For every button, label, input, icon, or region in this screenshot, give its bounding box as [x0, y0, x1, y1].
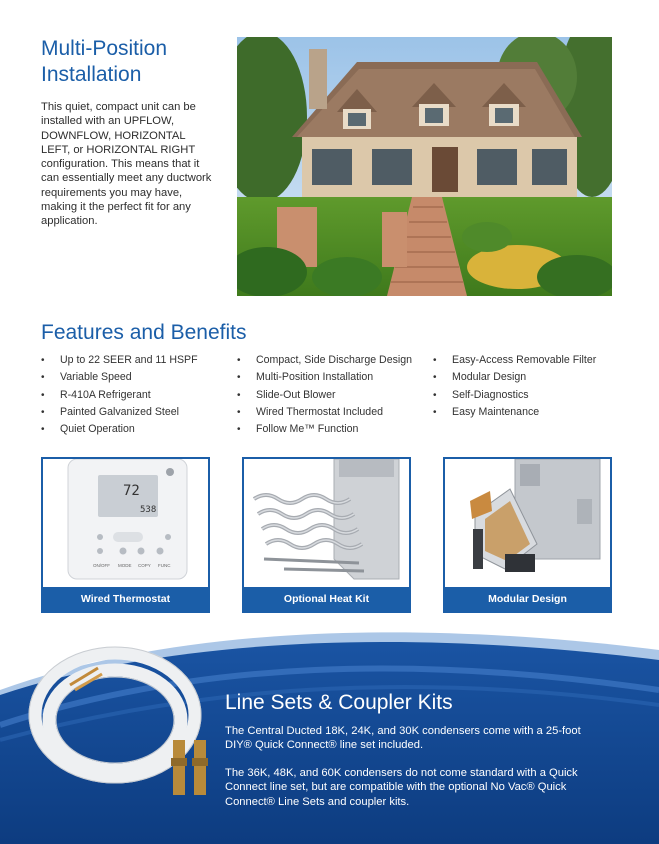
feature-item: • Modular Design: [433, 369, 596, 386]
thermostat-image: [43, 459, 208, 587]
feature-item: • Up to 22 SEER and 11 HSPF: [41, 352, 198, 369]
feature-item: • Follow Me™ Function: [237, 421, 412, 438]
thermostat-set: 538: [140, 505, 157, 515]
modular-card: [443, 457, 612, 613]
features-list-1: [41, 352, 198, 438]
feature-item: • R-410A Refrigerant: [41, 387, 198, 404]
thermostat-key-label: ON/OFF: [93, 563, 110, 568]
features-list-3: [433, 352, 596, 421]
thermostat-key-label: MODE: [118, 563, 132, 568]
intro-title: Multi-Position Installation: [41, 37, 168, 86]
features-title: Features and Benefits: [41, 321, 247, 344]
feature-item: • Self-Diagnostics: [433, 387, 596, 404]
heat-kit-card: [242, 457, 411, 613]
thermostat-key-label: FUNC: [158, 563, 171, 568]
feature-item: • Quiet Operation: [41, 421, 198, 438]
feature-item: • Painted Galvanized Steel: [41, 404, 198, 421]
thermostat-caption: Wired Thermostat: [43, 587, 208, 611]
lineset-paragraph-1: The Central Ducted 18K, 24K, and 30K condensers come with a 25-foot DIY® Quick Connect® line set included.: [225, 725, 581, 752]
lineset-paragraph-2: The 36K, 48K, and 60K condensers do not come standard with a Quick Connect line set, but are compatible with the optional No Vac® Quick Connect® Line Sets and coupler kits.: [225, 767, 578, 808]
intro-body: This quiet, compact unit can be installed with an UPFLOW, DOWNFLOW, HORIZONTAL LEFT, or HORIZONTAL RIGHT configuration. This means that it can essentially meet any ductwork requirements you may have, making it the perfect fit for any application.: [41, 101, 212, 228]
lineset-title: Line Sets & Coupler Kits: [225, 691, 453, 714]
feature-item: • Slide-Out Blower: [237, 387, 412, 404]
thermostat-key-label: COPY: [138, 563, 151, 568]
heat-kit-image: [244, 459, 409, 587]
modular-caption: Modular Design: [445, 587, 610, 611]
feature-item: • Easy-Access Removable Filter: [433, 352, 596, 369]
feature-item: • Variable Speed: [41, 369, 198, 386]
lineset-image: [20, 640, 220, 820]
thermostat-temp: 72: [123, 483, 140, 499]
features-list-2: [237, 352, 412, 438]
feature-item: • Wired Thermostat Included: [237, 404, 412, 421]
thermostat-card: [41, 457, 210, 613]
feature-item: • Easy Maintenance: [433, 404, 596, 421]
modular-image: [445, 459, 610, 587]
feature-item: • Compact, Side Discharge Design: [237, 352, 412, 369]
house-photo: [237, 37, 612, 296]
heat-kit-caption: Optional Heat Kit: [244, 587, 409, 611]
feature-item: • Multi-Position Installation: [237, 369, 412, 386]
